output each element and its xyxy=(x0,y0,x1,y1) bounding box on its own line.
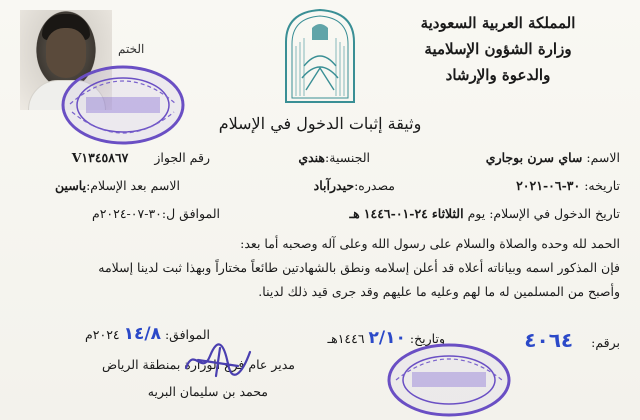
new-name-row xyxy=(55,178,180,193)
entry-hijri-suffix: هـ xyxy=(349,206,360,221)
corresponding-suffix: م xyxy=(91,206,100,221)
body-paragraph-1: الحمد لله وحده والصلاة والسلام على رسول الله وعلى آله وصحبه أما بعد: xyxy=(240,236,620,251)
passport-value: V١٣٤٥٨٦٧ xyxy=(71,150,129,165)
dob-value: ٣٠-٠٦-٢٠٢١ xyxy=(516,178,581,193)
director-title: مدير عام فرع الوزارة بمنطقة الرياض xyxy=(101,357,295,372)
footer-date-value: ٢/١٠ xyxy=(368,328,406,348)
director-signature xyxy=(180,338,260,380)
passport-row xyxy=(72,150,210,165)
source-row xyxy=(314,178,395,193)
document-title: وثيقة إثبات الدخول في الإسلام xyxy=(218,114,422,133)
ministry-header xyxy=(378,10,618,88)
footer-date-suffix: ١٤٤٦هـ xyxy=(327,331,365,346)
entry-day: الثلاثاء xyxy=(431,206,464,221)
nationality-label: الجنسية: xyxy=(325,150,370,165)
source-label: مصدره: xyxy=(354,178,395,193)
corresponding-row xyxy=(92,206,220,221)
footer-date-label: وتاريخ: xyxy=(409,331,445,346)
body-paragraph-2: فإن المذكور اسمه وبياناته أعلاه قد أعلن إسلامه ونطق بالشهادتين طائعاً مختاراً وبهذا ثبت لدينا إسلامه xyxy=(98,260,620,275)
source-value: حيدرآباد xyxy=(313,178,355,193)
number-row xyxy=(524,328,620,352)
passport-label: رقم الجواز xyxy=(154,150,210,165)
nationality-row xyxy=(298,150,370,165)
name-label: الاسم: xyxy=(586,150,620,165)
number-value: ٤٠٦٤ xyxy=(524,328,574,352)
entry-label: تاريخ الدخول في الإسلام: يوم xyxy=(467,206,620,221)
ministry-emblem-icon xyxy=(278,6,362,104)
ministry-stamp-bottom xyxy=(384,340,514,418)
entry-date-row xyxy=(350,206,620,221)
header-ministry-sub: والدعوة والإرشاد xyxy=(445,66,551,84)
new-name-label: الاسم بعد الإسلام: xyxy=(86,178,180,193)
header-ministry: وزارة الشؤون الإسلامية xyxy=(424,40,572,58)
number-label: برقم: xyxy=(591,335,620,350)
dob-row xyxy=(516,178,620,193)
body-text xyxy=(20,232,620,304)
name-row xyxy=(486,150,620,165)
corresponding-label: الموافق ل: xyxy=(161,206,220,221)
footer-corr-label: الموافق: xyxy=(164,327,210,342)
new-name-value: ياسين xyxy=(55,178,87,193)
footer-corr-value: ١٤/٨ xyxy=(123,324,161,344)
header-country: المملكة العربية السعودية xyxy=(420,14,576,32)
nationality-value: هندي xyxy=(298,150,326,165)
ministry-stamp-top xyxy=(58,60,188,150)
stamp-caption: الختم xyxy=(118,42,145,56)
footer-corr-suffix: ٢٠٢٤م xyxy=(85,327,120,342)
director-name: محمد بن سليمان البريه xyxy=(147,384,268,399)
dob-label: تاريخه: xyxy=(584,178,620,193)
entry-hijri: ٢٤-٠١-١٤٤٦ xyxy=(363,206,428,221)
body-paragraph-3: وأصبح من المسلمين له ما لهم وعليه ما عليهم وقد جرى قيد ذلك لدينا. xyxy=(258,284,620,299)
corresponding-value: ٣٠-٠٧-٢٠٢٤ xyxy=(99,206,162,221)
name-value: ساي سرن بوجاري xyxy=(485,150,583,165)
